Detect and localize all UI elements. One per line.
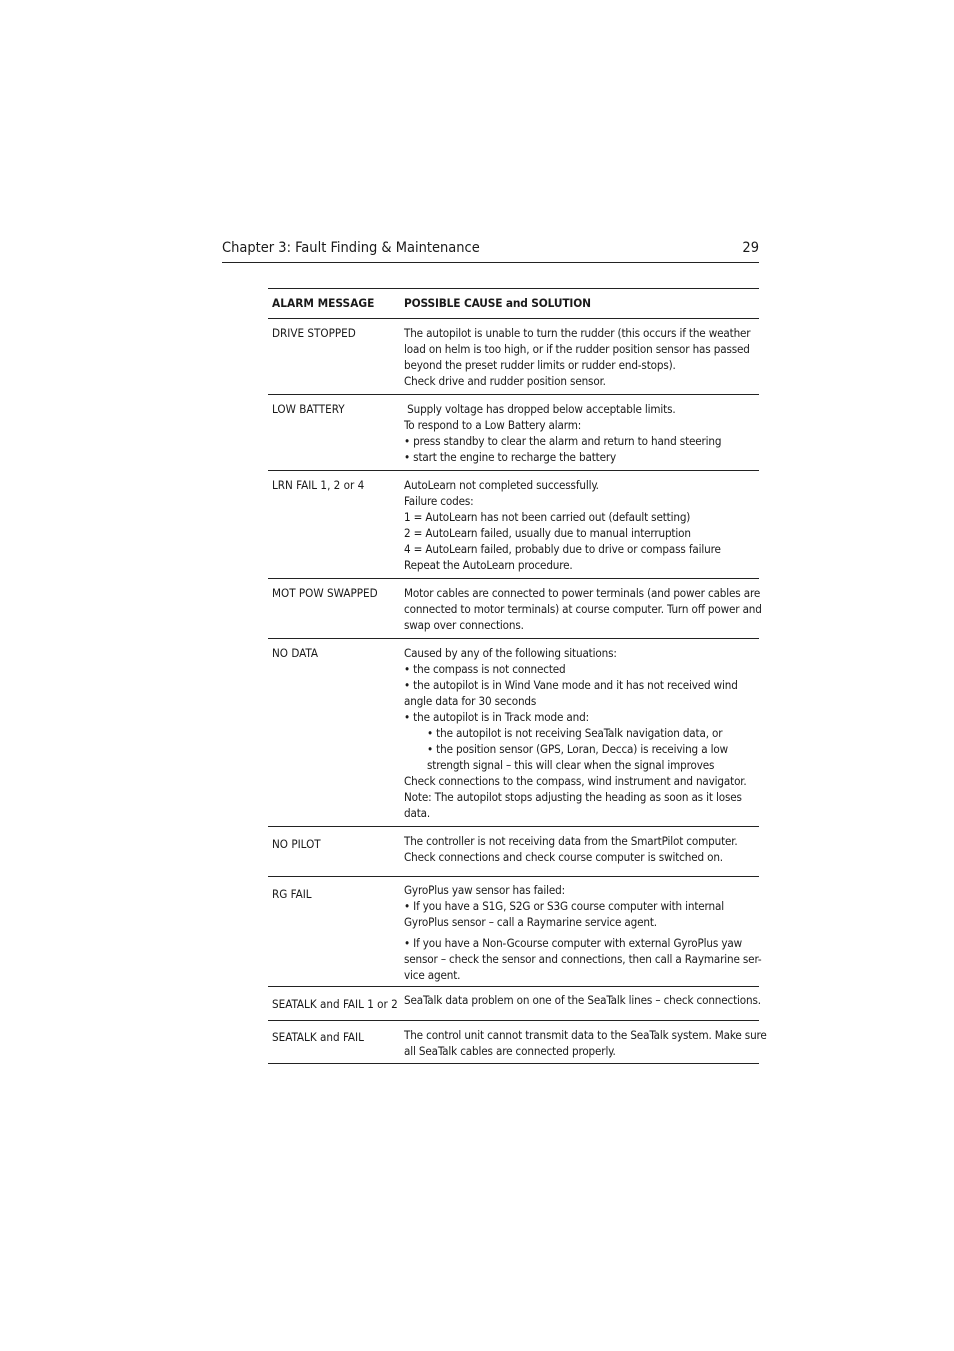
cause-line: GyroPlus yaw sensor has failed: xyxy=(404,883,566,897)
cause-line: connected to motor terminals) at course computer. Turn off power and xyxy=(404,602,762,616)
cause-line-part: course computer with external GyroPlus yaw xyxy=(514,935,742,950)
cause-line: vice agent. xyxy=(404,967,461,982)
cause-line: The control unit cannot transmit data to the SeaTalk system. Make sure xyxy=(404,1028,767,1042)
chapter-title: Chapter 3: Fault Finding & Maintenance xyxy=(222,240,480,256)
alarm-message: SEATALK and FAIL xyxy=(272,1030,364,1044)
column-header-alarm: ALARM MESSAGE xyxy=(272,296,375,310)
cause-line: To respond to a Low Battery alarm: xyxy=(404,418,582,432)
cause-line: • If you have a S1G, S2G or S3G course computer with internal xyxy=(404,899,724,913)
cause-solution xyxy=(404,827,759,876)
table-row xyxy=(268,319,759,395)
cause-line: Failure codes: xyxy=(404,494,474,508)
cause-line: Supply voltage has dropped below acceptable limits. xyxy=(404,402,676,416)
alarm-message: NO PILOT xyxy=(272,837,321,851)
cause-line: 4 = AutoLearn failed, probably due to drive or compass failure xyxy=(404,542,721,556)
alarm-message: MOT POW SWAPPED xyxy=(272,586,378,600)
cause-line: beyond the preset rudder limits or rudder end-stops). xyxy=(404,358,676,372)
cause-line: Motor cables are connected to power terminals (and power cables are xyxy=(404,586,761,600)
cause-line: angle data for 30 seconds xyxy=(404,694,537,708)
cause-line: swap over connections. xyxy=(404,618,524,632)
cause-sub-item: • the autopilot is not receiving SeaTalk navigation data, or xyxy=(427,726,723,740)
cause-line: Caused by any of the following situations: xyxy=(404,646,617,660)
table-row xyxy=(268,1021,767,1064)
table-row xyxy=(268,471,759,579)
table-row xyxy=(268,579,762,639)
cause-line: 2 = AutoLearn failed, usually due to manual interruption xyxy=(404,526,691,540)
cause-line: The controller is not receiving data from the SmartPilot computer. xyxy=(404,834,738,848)
table-row xyxy=(268,827,759,877)
cause-line: Check connections and check course computer is switched on. xyxy=(404,850,723,864)
alarm-message: LRN FAIL 1, 2 or 4 xyxy=(272,478,365,492)
cause-line: Check drive and rudder position sensor. xyxy=(404,374,606,388)
cause-line: GyroPlus sensor – call a Raymarine service agent. xyxy=(404,915,657,929)
cause-line-part: • If you have a Non-G xyxy=(404,935,515,950)
cause-solution xyxy=(404,395,759,470)
cause-line: The autopilot is unable to turn the rudder (this occurs if the weather xyxy=(404,326,751,340)
cause-line: 1 = AutoLearn has not been carried out (default setting) xyxy=(404,510,691,524)
cause-line: all SeaTalk cables are connected properly. xyxy=(404,1044,616,1058)
cause-solution xyxy=(404,471,759,578)
table-row xyxy=(268,395,759,471)
table-row xyxy=(268,639,759,827)
cause-line: Repeat the AutoLearn procedure. xyxy=(404,558,573,572)
column-header-cause: POSSIBLE CAUSE and SOLUTION xyxy=(404,296,591,310)
cause-line: • the compass is not connected xyxy=(404,662,566,676)
page-header xyxy=(222,238,759,263)
cause-line: • the autopilot is in Track mode and: xyxy=(404,710,589,724)
cause-sub-item: • the position sensor (GPS, Loran, Decca) is receiving a low strength signal – this will clear when the signal improves xyxy=(427,742,728,772)
cause-solution xyxy=(404,987,765,1020)
table-header-row xyxy=(268,289,759,319)
cause-solution xyxy=(404,319,759,394)
table-row xyxy=(268,987,759,1021)
alarm-message: DRIVE STOPPED xyxy=(272,326,356,340)
cause-solution xyxy=(404,579,766,638)
cause-solution xyxy=(404,877,765,986)
alarm-message: LOW BATTERY xyxy=(272,402,345,416)
cause-line: AutoLearn not completed successfully. xyxy=(404,478,599,492)
alarm-message: RG FAIL xyxy=(272,887,312,901)
cause-line: • the autopilot is in Wind Vane mode and it has not received wind xyxy=(404,678,738,692)
cause-line: sensor – check the sensor and connections, then call a Raymarine ser- xyxy=(404,951,762,966)
alarm-table xyxy=(268,288,767,1064)
table-row xyxy=(268,877,762,987)
cause-line: Note: The autopilot stops adjusting the heading as soon as it loses xyxy=(404,790,742,804)
cause-line xyxy=(404,932,761,951)
page-number: 29 xyxy=(742,240,759,256)
cause-line: Check connections to the compass, wind instrument and navigator. xyxy=(404,774,747,788)
cause-solution xyxy=(404,1021,771,1063)
alarm-message: SEATALK and FAIL 1 or 2 xyxy=(272,997,398,1011)
cause-line: data. xyxy=(404,806,431,820)
alarm-message: NO DATA xyxy=(272,646,318,660)
cause-line: SeaTalk data problem on one of the SeaTalk lines – check connections. xyxy=(404,993,761,1007)
cause-line: load on helm is too high, or if the rudder position sensor has passed xyxy=(404,342,750,356)
cause-line: • start the engine to recharge the battery xyxy=(404,450,616,464)
cause-line: • press standby to clear the alarm and return to hand steering xyxy=(404,434,722,448)
cause-solution xyxy=(404,639,759,826)
